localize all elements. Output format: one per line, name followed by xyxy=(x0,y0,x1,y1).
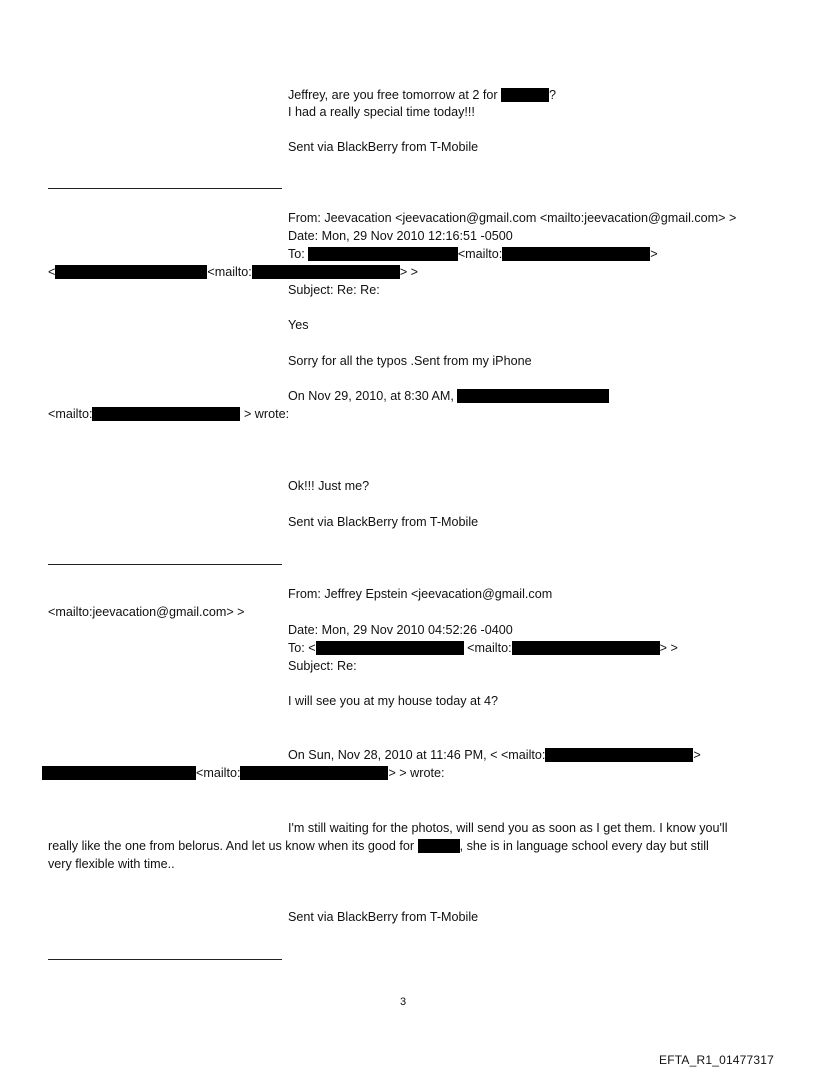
mailto-text: <mailto: xyxy=(467,641,512,655)
separator-rule xyxy=(48,959,282,960)
msg2-on-line xyxy=(288,389,609,404)
msg1-line1-end: ? xyxy=(549,88,557,102)
close-bracket: > > xyxy=(659,641,678,655)
mailto-text: <mailto: xyxy=(196,766,241,780)
redaction-block xyxy=(418,839,460,853)
on-text: On Nov 29, 2010, at 8:30 AM, xyxy=(288,389,454,403)
msg2-body: Yes xyxy=(288,318,309,332)
msg1-line1-text: Jeffrey, are you free tomorrow at 2 for xyxy=(288,88,502,102)
redaction-block xyxy=(457,389,609,403)
msg4-from: From: Jeffrey Epstein <jeevacation@gmail.com xyxy=(288,587,553,601)
msg3-body: Ok!!! Just me? xyxy=(288,479,370,493)
msg4-to xyxy=(288,641,678,656)
page-number: 3 xyxy=(400,996,407,1008)
close-bracket: > xyxy=(650,247,658,261)
msg5-line2 xyxy=(48,839,709,854)
redaction-block xyxy=(252,265,400,279)
redaction-block xyxy=(512,641,660,655)
msg1-line2: I had a really special time today!!! xyxy=(288,105,475,119)
close-bracket: > > xyxy=(399,265,419,279)
msg1-line1 xyxy=(288,88,556,103)
to-label: To: xyxy=(288,247,305,261)
mailto-text: <mailto: xyxy=(207,265,252,279)
msg2-subject: Subject: Re: Re: xyxy=(288,283,380,297)
line2-end: , she is in language school every day but still xyxy=(459,839,709,853)
on-text: On Sun, Nov 28, 2010 at 11:46 PM, < <mailto: xyxy=(288,748,546,762)
msg2-date: Date: Mon, 29 Nov 2010 12:16:51 -0500 xyxy=(288,229,513,243)
open-bracket: < xyxy=(48,265,56,279)
msg2-signature: Sorry for all the typos .Sent from my iPhone xyxy=(288,354,532,368)
line2-text: really like the one from belorus. And let us know when its good for xyxy=(48,839,418,853)
mailto-text: <mailto: xyxy=(48,407,93,421)
msg5-line3: very flexible with time.. xyxy=(48,857,175,871)
msg4-on-line xyxy=(288,748,701,763)
redaction-block xyxy=(501,88,549,102)
redaction-block xyxy=(92,407,240,421)
separator-rule xyxy=(48,188,282,189)
close-bracket: > xyxy=(693,748,701,762)
msg2-from: From: Jeevacation <jeevacation@gmail.com <mailto:jeevacation@gmail.com> > xyxy=(288,211,737,225)
redaction-block xyxy=(308,247,458,261)
msg5-line1: I'm still waiting for the photos, will send you as soon as I get them. I know you'll xyxy=(288,821,728,835)
wrote-text: > > wrote: xyxy=(388,766,445,780)
redaction-block xyxy=(55,265,207,279)
separator-rule xyxy=(48,564,282,565)
redaction-block xyxy=(316,641,464,655)
wrote-text: > wrote: xyxy=(243,407,290,421)
msg1-signature: Sent via BlackBerry from T-Mobile xyxy=(288,140,479,154)
msg5-signature: Sent via BlackBerry from T-Mobile xyxy=(288,910,479,924)
msg4-body: I will see you at my house today at 4? xyxy=(288,694,499,708)
redaction-block xyxy=(502,247,650,261)
msg4-wrote-line xyxy=(42,766,444,781)
msg2-wrote-line xyxy=(48,407,289,422)
to-label: To: < xyxy=(288,641,316,655)
redaction-block xyxy=(42,766,196,780)
msg3-signature: Sent via BlackBerry from T-Mobile xyxy=(288,515,479,529)
document-id-footer: EFTA_R1_01477317 xyxy=(659,1053,775,1067)
redaction-block xyxy=(545,748,693,762)
msg4-from-continued: <mailto:jeevacation@gmail.com> > xyxy=(48,605,245,619)
msg2-to-continued xyxy=(48,265,418,280)
msg4-subject: Subject: Re: xyxy=(288,659,357,673)
redaction-block xyxy=(240,766,388,780)
msg4-date: Date: Mon, 29 Nov 2010 04:52:26 -0400 xyxy=(288,623,513,637)
msg2-to xyxy=(288,247,658,262)
mailto-text: <mailto: xyxy=(457,247,503,261)
